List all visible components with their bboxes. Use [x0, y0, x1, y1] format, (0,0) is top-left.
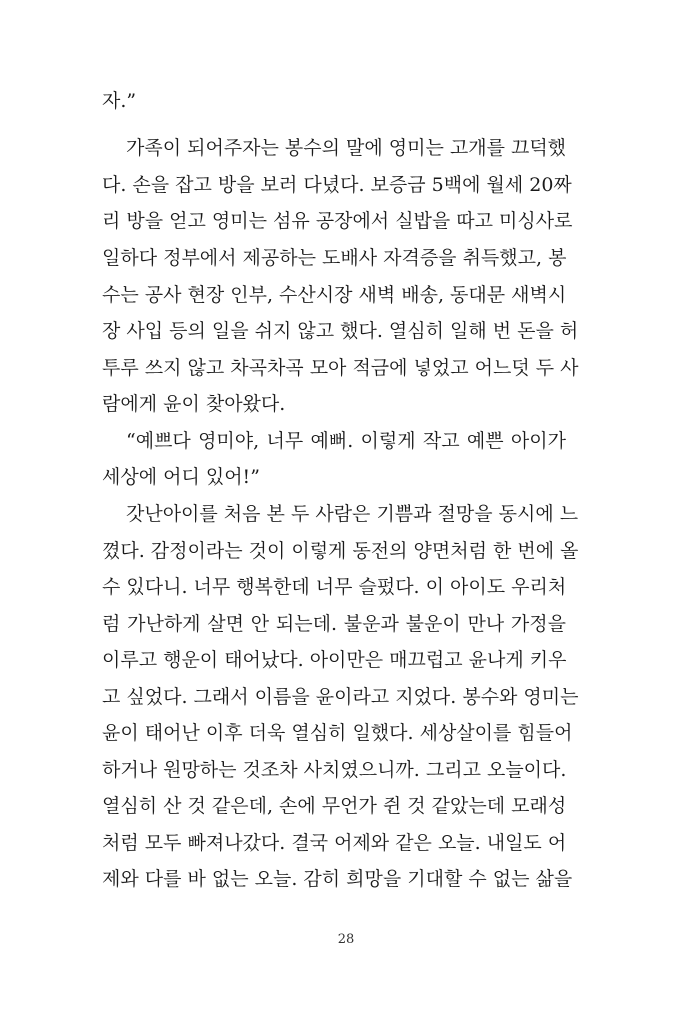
- text-line: 리 방을 얻고 영미는 섬유 공장에서 실밥을 따고 미싱사로: [102, 210, 573, 232]
- text-line: 럼 가난하게 살면 안 되는데. 불운과 불운이 만나 가정을: [102, 613, 566, 635]
- text-line: 다. 손을 잡고 방을 보러 다녔다. 보증금 5백에 월세 20짜: [102, 174, 572, 196]
- text-line: 고 싶었다. 그래서 이름을 윤이라고 지었다. 봉수와 영미는: [102, 686, 579, 708]
- text-line: 하거나 원망하는 것조차 사치였으니까. 그리고 오늘이다.: [102, 759, 567, 781]
- text-line: 윤이 태어난 이후 더욱 열심히 일했다. 세상살이를 힘들어: [102, 722, 573, 744]
- page-number: 28: [337, 932, 355, 947]
- dialogue-line: 세상에 어디 있어!”: [102, 466, 260, 488]
- text-line: 이루고 행운이 태어났다. 아이만은 매끄럽고 윤나게 키우: [102, 649, 567, 671]
- text-line: 자.”: [102, 90, 137, 112]
- text-line: 수는 공사 현장 인부, 수산시장 새벽 배송, 동대문 새벽시: [102, 284, 567, 306]
- text-line: 제와 다를 바 없는 오늘. 감히 희망을 기대할 수 없는 삶을: [102, 868, 573, 890]
- text-line: 수 있다니. 너무 행복한데 너무 슬펐다. 이 아이도 우리처: [102, 576, 567, 598]
- paragraph-start-line: 갓난아이를 처음 본 두 사람은 기쁨과 절망을 동시에 느: [126, 503, 579, 525]
- paragraph-start-line: 가족이 되어주자는 봉수의 말에 영미는 고개를 끄덕했: [126, 137, 567, 159]
- text-line: 꼈다. 감정이라는 것이 이렇게 동전의 양면처럼 한 번에 올: [102, 540, 579, 562]
- text-line: 열심히 산 것 같은데, 손에 무언가 쥔 것 같았는데 모래성: [102, 795, 567, 817]
- text-line: 람에게 윤이 찾아왔다.: [102, 393, 286, 415]
- text-line: 투루 쓰지 않고 차곡차곡 모아 적금에 넣었고 어느덧 두 사: [102, 357, 579, 379]
- text-line: 장 사입 등의 일을 쉬지 않고 했다. 열심히 일해 번 돈을 허: [102, 320, 579, 342]
- text-line: 처럼 모두 빠져나갔다. 결국 어제와 같은 오늘. 내일도 어: [102, 832, 567, 854]
- dialogue-line: “예쁘다 영미야, 너무 예뻐. 이렇게 작고 예쁜 아이가: [126, 430, 566, 452]
- text-line: 일하다 정부에서 제공하는 도배사 자격증을 취득했고, 봉: [102, 247, 567, 269]
